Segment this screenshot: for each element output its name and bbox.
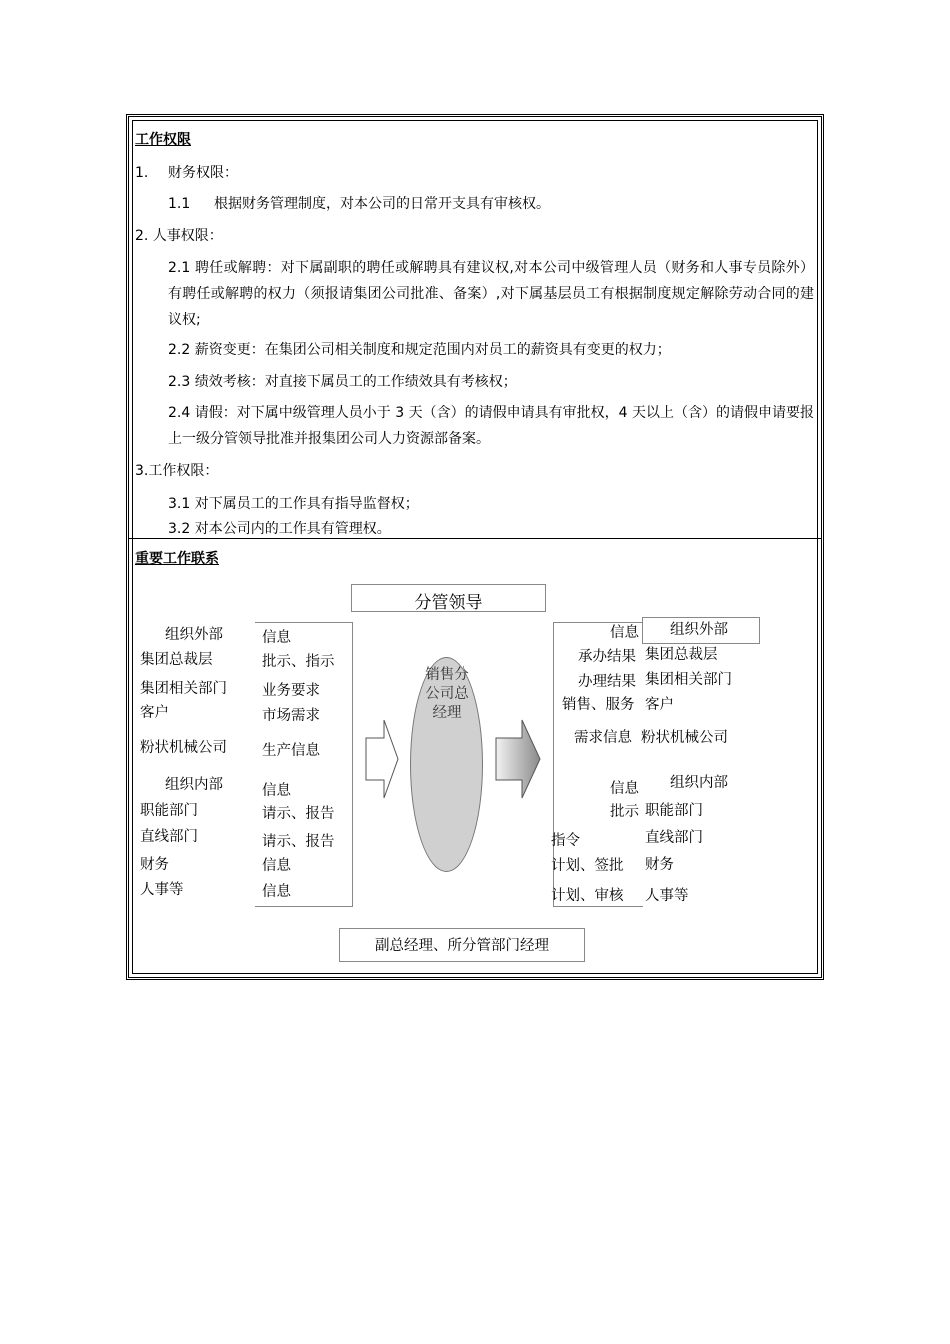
left-flow-approve-direct: 批示、指示 (262, 654, 335, 670)
right-internal-title: 组织内部 (670, 775, 728, 791)
finance-title: 财务权限： (168, 165, 238, 181)
right-flow-plan-sign: 计划、签批 (551, 858, 624, 874)
right-flow-order: 指令 (551, 833, 580, 849)
right-flow-demand-info: 需求信息 (574, 730, 632, 746)
left-arrow-icon (364, 718, 400, 800)
hr-item-2-4: 2.4 请假：对下属中级管理人员小于 3 天（含）的请假申请具有审批权，4 天以上（含）的请假申请要报上一级分管领导批准并报集团公司人力资源部备案。 (168, 405, 814, 447)
right-group-dept: 集团相关部门 (645, 672, 732, 688)
finance-item-1-1: 根据财务管理制度，对本公司的日常开支具有审核权。 (214, 196, 550, 212)
bottom-manager-label: 副总经理、所分管部门经理 (375, 938, 549, 954)
left-fenzhuang: 粉状机械公司 (140, 740, 227, 756)
right-finance: 财务 (645, 857, 674, 873)
left-group-exec: 集团总裁层 (140, 652, 213, 668)
finance-item-1-1-num: 1.1 (168, 196, 191, 212)
left-internal-title: 组织内部 (165, 777, 223, 793)
left-line-dept: 直线部门 (140, 829, 198, 845)
work-title: 3.工作权限： (135, 463, 219, 479)
left-group-dept: 集团相关部门 (140, 681, 227, 697)
right-flow-approve: 批示 (610, 804, 639, 820)
hr-title: 2. 人事权限： (135, 228, 223, 244)
hr-item-2-2: 2.2 薪资变更：在集团公司相关制度和规定范围内对员工的薪资具有变更的权力； (168, 342, 671, 358)
left-func-dept: 职能部门 (140, 803, 198, 819)
left-flow-market-req: 市场需求 (262, 708, 320, 724)
hr-item-2-1: 2.1 聘任或解聘：对下属副职的聘任或解聘具有建议权,对本公司中级管理人员（财务和人事专员除外）有聘任或解聘的权力（须报请集团公司批准、备案）,对下属基层员工有根据制度规定解除劳动合同的建议权; (168, 260, 814, 328)
left-flow-info-3: 信息 (262, 858, 291, 874)
right-flow-result-2: 办理结果 (578, 674, 636, 690)
right-fenzhuang: 粉状机械公司 (641, 730, 728, 746)
right-func-dept: 职能部门 (645, 803, 703, 819)
right-external-title: 组织外部 (670, 622, 728, 638)
left-flow-request-report-2: 请示、报告 (262, 834, 335, 850)
right-arrow-icon (494, 718, 542, 800)
work-item-3-2: 3.2 对本公司内的工作具有管理权。 (168, 521, 391, 537)
finance-title-num: 1. (135, 165, 149, 181)
right-hr-etc: 人事等 (645, 888, 689, 904)
right-group-exec: 集团总裁层 (645, 647, 718, 663)
left-flow-request-report-1: 请示、报告 (262, 806, 335, 822)
left-finance: 财务 (140, 857, 169, 873)
left-flow-info-2: 信息 (262, 783, 291, 799)
bottom-manager-box (339, 928, 585, 962)
right-flow-info-2: 信息 (610, 781, 639, 797)
right-customer: 客户 (645, 697, 674, 713)
work-item-3-1: 3.1 对下属员工的工作具有指导监督权； (168, 496, 419, 512)
left-flow-biz-req: 业务要求 (262, 683, 320, 699)
top-leader-box (351, 584, 546, 612)
left-hr-etc: 人事等 (140, 882, 184, 898)
right-flow-info-1: 信息 (610, 625, 639, 641)
right-flow-plan-review: 计划、审核 (551, 888, 624, 904)
center-label: 销售分公司总经理 (425, 667, 469, 721)
left-flow-info-4: 信息 (262, 884, 291, 900)
right-line-dept: 直线部门 (645, 830, 703, 846)
top-leader-label: 分管领导 (414, 593, 483, 612)
left-flow-info-1: 信息 (262, 630, 291, 646)
hr-item-2-3: 2.3 绩效考核：对直接下属员工的工作绩效具有考核权； (168, 374, 517, 390)
right-flow-sales-service: 销售、服务 (562, 697, 635, 713)
relations-heading: 重要工作联系 (135, 551, 219, 567)
right-flow-result-1: 承办结果 (578, 649, 636, 665)
authority-heading: 工作权限 (135, 132, 191, 148)
left-flow-prod-info: 生产信息 (262, 743, 320, 759)
left-external-title: 组织外部 (165, 627, 223, 643)
section-divider (128, 538, 822, 539)
left-customer: 客户 (140, 705, 169, 721)
document-frame (126, 114, 824, 980)
